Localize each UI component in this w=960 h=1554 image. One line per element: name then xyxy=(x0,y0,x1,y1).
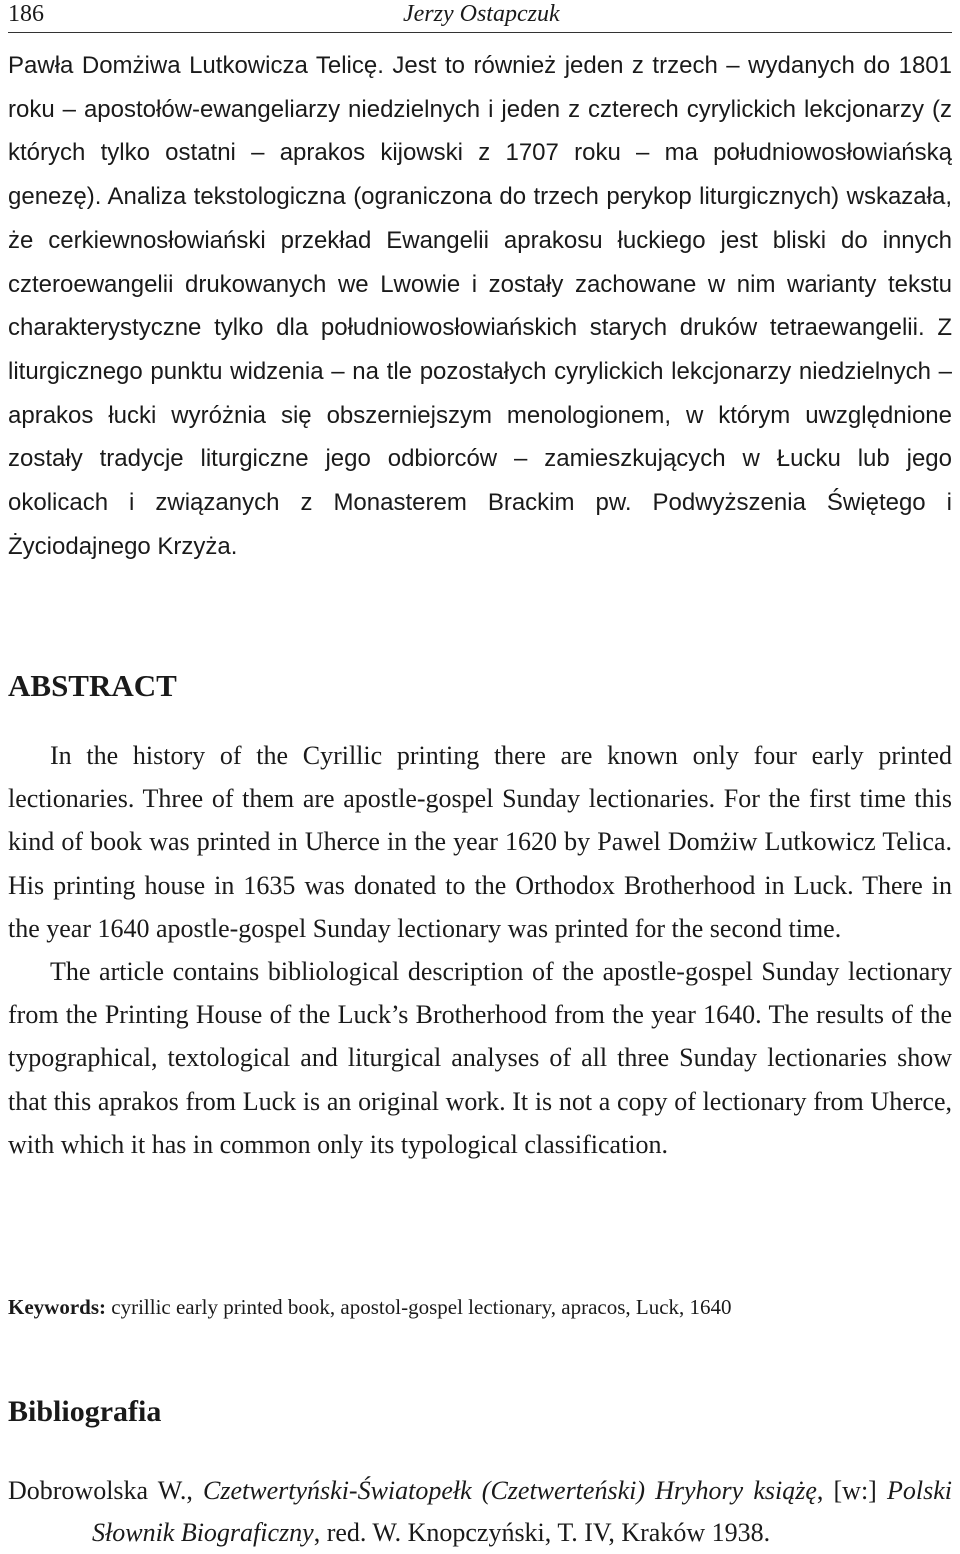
abstract xyxy=(8,734,952,1166)
page xyxy=(8,0,952,1547)
biblio-source: Polski Słownik Biograficzny xyxy=(92,1476,952,1547)
abstract-paragraph: In the history of the Cyrillic printing there are known only four early printed lectionaries. Three of them are apostle-gospel Sunday lectionaries. For the first time this kind of book was printed in Uherce in the year 1620 by Pawel Domżiw Lutkowicz Telica. His printing house in 1635 was donated to the Orthodox Brotherhood in Luck. There in the year 1640 apostle-gospel Sunday lectionary was printed for the second time. xyxy=(8,741,952,943)
abstract-heading: ABSTRACT xyxy=(8,668,177,703)
page-number: 186 xyxy=(8,1,44,27)
abstract-paragraph: The article contains bibliological description of the apostle-gospel Sunday lectionary from the Printing House of the Luck’s Brotherhood from the year 1640. The results of the typographical, textological and liturgical analyses of all three Sunday lectionaries show that this aprakos from Luck is an original work. It is not a copy of lectionary from Uherce, with which it has in common only its typological classification. xyxy=(8,957,952,1159)
biblio-middle: , [w:] xyxy=(816,1476,887,1505)
biblio-tail: , red. W. Knopczyński, T. IV, Kraków 1938. xyxy=(313,1518,771,1547)
biblio-author: Dobrowolska W., xyxy=(8,1476,204,1505)
keywords-text: cyrillic early printed book, apostol-gospel lectionary, apracos, Luck, 1640 xyxy=(106,1295,732,1319)
bibliography-entry xyxy=(8,1470,952,1554)
running-title: Jerzy Ostapczuk xyxy=(403,1,560,27)
body-paragraph: Pawła Domżiwa Lutkowicza Telicę. Jest to również jeden z trzech – wydanych do 1801 roku – apostołów-ewangeliarzy niedzielnych i jeden z czterech cyrylickich lekcjonarzy (z których tylko ostatni – aprakos kijowski z 1707 roku – ma południowosłowiańską genezę). Analiza tekstologiczna (ograniczona do trzech perykop liturgicznych) wskazała, że cerkiewnosłowiański przekład Ewangelii aprakosu łuckiego jest bliski do innych czteroewangelii drukowanych we Lwowie i zostały zachowane w nim warianty tekstu charakterystyczne tylko dla południowosłowiańskich starych druków tetraewangelii. Z liturgicznego punktu widzenia – na tle pozostałych cyrylickich lekcjonarzy niedzielnych – aprakos łucki wyróżnia się obszerniejszym menologionem, w którym uwzględnione zostały tradycje liturgiczne jego odbiorców – zamieszkujących w Łucku lub jego okolicach i związanych z Monasterem Brackim pw. Podwyższenia Świętego i Życiodajnego Krzyża. xyxy=(8,52,952,560)
keywords-label: Keywords: xyxy=(8,1295,106,1319)
keywords xyxy=(8,1292,952,1322)
biblio-title: Czetwertyński-Światopełk (Czetwerteński) Hryhory książę xyxy=(203,1476,817,1505)
bibliography-heading: Bibliografia xyxy=(8,1395,162,1428)
running-head xyxy=(8,0,952,33)
